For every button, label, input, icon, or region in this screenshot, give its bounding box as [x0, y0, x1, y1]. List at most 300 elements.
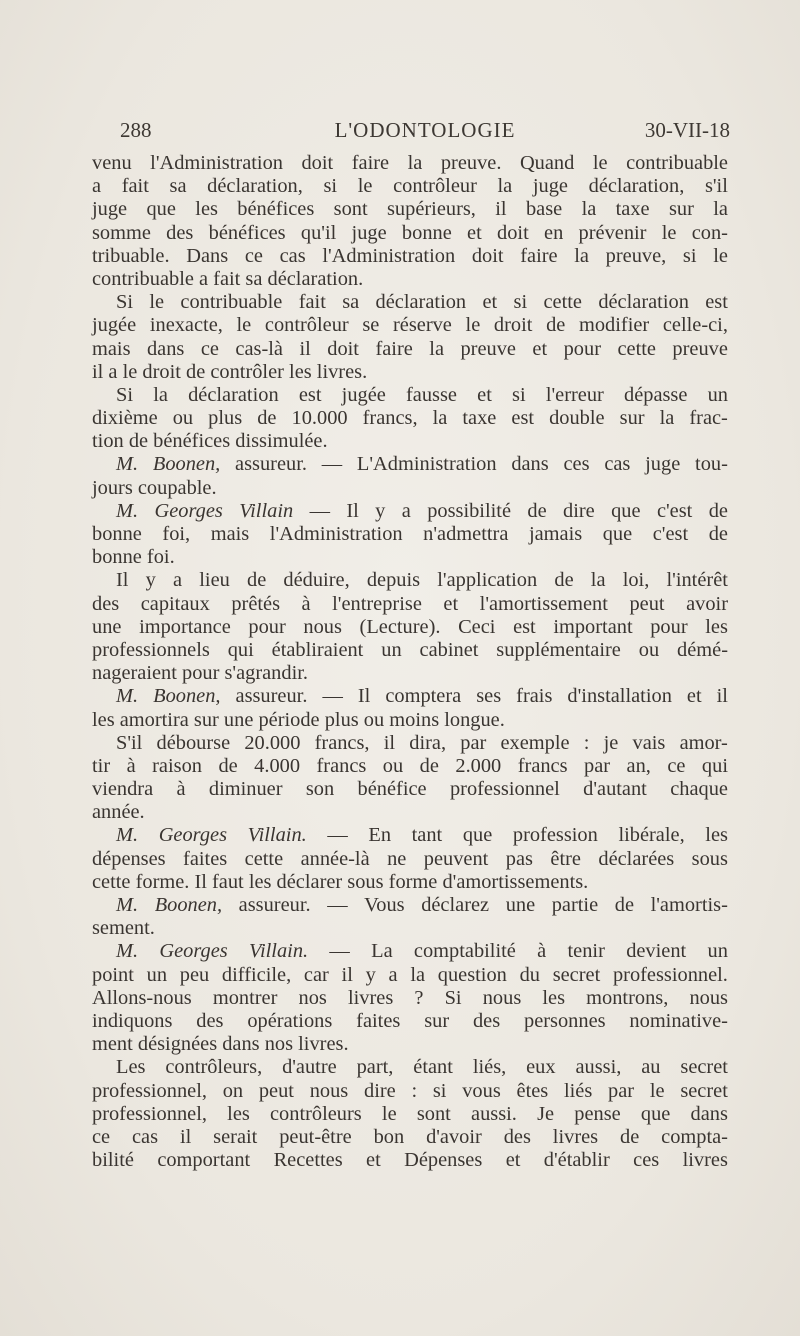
- text-line: [92, 917, 728, 940]
- text-word: frais: [516, 685, 553, 708]
- text-word: qui: [227, 638, 254, 661]
- text-word: démé-: [677, 638, 728, 661]
- text-word: contrôleur: [393, 175, 477, 198]
- text-word: de: [419, 754, 439, 777]
- text-line: [92, 871, 728, 894]
- text-word: modifier: [578, 314, 650, 337]
- text-word: que: [611, 499, 641, 522]
- text-word: est: [511, 407, 535, 430]
- speaker-name: M.: [116, 894, 139, 916]
- text-word: ce: [667, 754, 686, 777]
- text-word: an,: [626, 754, 651, 777]
- text-word: à: [537, 940, 547, 963]
- speaker-name: M.: [116, 499, 139, 522]
- text-line: [92, 198, 728, 221]
- text-word: de: [247, 569, 267, 592]
- text-word: bon: [373, 1125, 405, 1148]
- text-word: l'entreprise: [332, 592, 422, 615]
- text-word: professionnels: [92, 638, 210, 661]
- text-word: déduire,: [283, 569, 350, 592]
- text-word: francs: [517, 754, 568, 777]
- text-word: des: [196, 1009, 224, 1032]
- text-word: sa: [169, 175, 187, 198]
- text-word: chaque: [670, 778, 728, 801]
- text-word: assureur.: [235, 685, 308, 708]
- text-word: un: [707, 940, 728, 963]
- text-word: de: [708, 499, 728, 522]
- text-word: il: [299, 337, 311, 360]
- text-word: ou: [638, 638, 660, 661]
- text-word: de: [614, 894, 634, 916]
- text-word: la: [659, 407, 675, 430]
- text-line: [92, 546, 728, 569]
- text-word: la: [497, 175, 513, 198]
- text-word: Il: [346, 499, 359, 522]
- text-word: de: [708, 523, 728, 545]
- text-word: la: [590, 569, 606, 592]
- text-word: d'autre: [282, 1056, 337, 1079]
- text-word: l'intérêt: [666, 569, 728, 592]
- text-word: l'erreur: [545, 383, 604, 406]
- text-line: [92, 152, 728, 175]
- text-line: [92, 1126, 728, 1149]
- text-word: est: [513, 615, 536, 638]
- text-word: inexacte,: [149, 314, 223, 337]
- text-word: peut: [629, 592, 665, 615]
- text-word: sur: [424, 1009, 450, 1032]
- text-word: réserve: [393, 314, 452, 337]
- text-word: nos: [298, 986, 327, 1009]
- text-word: le: [649, 1079, 665, 1102]
- text-word: des: [92, 592, 120, 615]
- text-word: peut: [258, 1079, 294, 1102]
- text-word: d'établir: [543, 1149, 610, 1172]
- text-word: S'il: [116, 731, 143, 754]
- text-word: —: [309, 499, 330, 522]
- text-word: Je: [537, 1102, 555, 1125]
- text-word: doit: [327, 337, 359, 360]
- text-word: déclarez: [421, 894, 490, 916]
- text-word: avoir: [686, 592, 728, 615]
- text-word: :: [583, 731, 590, 754]
- text-word: ?: [414, 986, 424, 1009]
- text-word: ce: [92, 1125, 111, 1148]
- text-line: [92, 430, 728, 453]
- text-word: la: [713, 198, 728, 221]
- text-line: [92, 1033, 728, 1056]
- speaker-name: M.: [116, 824, 139, 847]
- text-word: que: [462, 824, 493, 847]
- text-line: [92, 987, 728, 1010]
- text-word: établiraient: [271, 638, 364, 661]
- text-line: [92, 314, 728, 337]
- text-word: tou-: [695, 453, 728, 476]
- text-word: professionnel,: [92, 1079, 207, 1102]
- text-word: comptera: [385, 685, 462, 708]
- text-word: compta-: [661, 1125, 728, 1148]
- text-word: bilité: [92, 1149, 134, 1172]
- text-line: [92, 755, 728, 778]
- text-word: n'admettra: [423, 523, 509, 545]
- text-word: pense: [574, 1102, 621, 1125]
- text-word: la: [432, 407, 448, 430]
- text-word: Il: [357, 685, 371, 708]
- text-word: montrer: [212, 986, 278, 1009]
- speaker-name: M.: [116, 940, 139, 963]
- text-word: tion de bénéfices dissimulée.: [92, 430, 328, 453]
- text-word: que: [640, 1102, 671, 1125]
- text-word: débourse: [156, 731, 231, 754]
- text-word: déclaration: [375, 291, 467, 314]
- text-word: liés: [563, 1079, 593, 1102]
- text-word: point: [92, 963, 134, 986]
- text-word: le: [236, 314, 252, 337]
- text-word: preuve.: [440, 152, 502, 174]
- text-word: cette forme. Il faut les déclarer sous forme d'amortissements.: [92, 870, 589, 893]
- text-word: secret: [680, 1056, 728, 1079]
- text-word: l'Administration: [150, 152, 283, 174]
- text-word: contribuable a fait sa déclaration.: [92, 267, 364, 290]
- text-word: son: [305, 778, 335, 801]
- text-word: dixième: [92, 407, 158, 430]
- text-word: somme: [92, 221, 151, 244]
- journal-title: L'ODONTOLOGIE: [334, 118, 516, 142]
- text-word: étant: [413, 1056, 453, 1079]
- text-word: Si: [116, 383, 134, 406]
- text-word: dans: [690, 1102, 728, 1125]
- text-line: [92, 477, 728, 500]
- speaker-name: Villain: [239, 499, 294, 522]
- text-word: assureur.: [235, 453, 307, 476]
- text-word: par: [460, 731, 487, 754]
- text-word: les: [705, 615, 728, 638]
- text-word: et: [532, 337, 548, 360]
- text-word: ou: [382, 754, 404, 777]
- text-word: celle-ci,: [662, 314, 728, 337]
- text-word: de: [546, 314, 566, 337]
- text-word: il a le droit de contrôler les livres.: [92, 360, 368, 383]
- text-word: jamais: [528, 523, 583, 545]
- text-word: a: [92, 175, 102, 198]
- text-word: le: [661, 221, 677, 244]
- text-word: il: [716, 685, 728, 708]
- text-word: cas-là: [235, 337, 283, 360]
- text-word: les: [195, 198, 218, 221]
- text-word: le: [713, 244, 728, 267]
- text-word: prêtés: [231, 592, 281, 615]
- text-word: 20.000: [244, 731, 301, 754]
- text-line: [92, 338, 728, 361]
- text-word: ces: [633, 1149, 660, 1172]
- issue-date: 30-VII-18: [644, 118, 730, 142]
- text-word: ou: [172, 407, 194, 430]
- text-line: [92, 824, 728, 847]
- text-word: bénéfices: [208, 221, 286, 244]
- text-word: d'autant: [583, 778, 647, 801]
- text-word: l'application: [437, 569, 538, 592]
- text-word: vais: [632, 731, 666, 754]
- text-word: livres: [682, 1149, 728, 1172]
- text-word: la: [581, 198, 597, 221]
- text-word: dans: [146, 337, 185, 360]
- text-word: Si: [116, 291, 134, 314]
- text-word: ne: [387, 847, 407, 870]
- text-word: Les: [116, 1056, 146, 1079]
- text-word: la: [407, 152, 423, 174]
- text-word: la: [153, 383, 168, 406]
- text-word: l'amortissement: [479, 592, 608, 615]
- text-word: sement.: [92, 917, 155, 940]
- text-word: nous: [482, 986, 522, 1009]
- text-word: faire: [351, 152, 390, 174]
- text-word: jugée: [92, 314, 137, 337]
- text-word: :: [411, 1079, 418, 1102]
- text-word: liés,: [472, 1056, 507, 1079]
- text-word: est: [705, 291, 728, 314]
- body-text: [92, 152, 728, 1172]
- text-word: difficile,: [221, 963, 292, 986]
- speaker-name: M.: [116, 453, 139, 476]
- text-word: depuis: [366, 569, 421, 592]
- text-word: doit: [301, 152, 334, 174]
- text-word: professionnel,: [92, 1102, 207, 1125]
- text-word: il: [179, 1125, 192, 1148]
- speaker-name: Georges: [158, 824, 228, 847]
- text-word: nous: [303, 615, 342, 638]
- speaker-name: Boonen,: [154, 894, 223, 916]
- text-line: [92, 453, 728, 476]
- text-word: a: [388, 963, 398, 986]
- text-word: juge: [645, 453, 681, 476]
- text-word: comportant: [157, 1149, 251, 1172]
- text-word: du: [519, 963, 540, 986]
- text-word: personnes: [524, 1009, 606, 1032]
- text-word: est: [298, 383, 322, 406]
- text-line: [92, 245, 728, 268]
- text-word: devient: [626, 940, 687, 963]
- text-word: partie: [551, 894, 599, 916]
- text-word: si: [512, 383, 526, 406]
- text-word: —: [327, 824, 348, 847]
- text-word: importance: [139, 615, 231, 638]
- text-word: de: [554, 569, 574, 592]
- text-line: [92, 175, 728, 198]
- text-word: juge: [92, 198, 128, 221]
- text-word: mais: [92, 337, 131, 360]
- text-word: déclaration,: [207, 175, 303, 198]
- text-word: —: [329, 940, 350, 963]
- text-word: francs,: [314, 731, 370, 754]
- text-word: exemple: [500, 731, 570, 754]
- text-word: —: [327, 894, 348, 916]
- text-word: part,: [356, 1056, 394, 1079]
- text-word: pas: [505, 847, 533, 870]
- text-word: question: [437, 963, 507, 986]
- text-word: sous: [691, 847, 728, 870]
- text-word: pour: [563, 337, 601, 360]
- text-line: [92, 848, 728, 871]
- text-word: par: [608, 1079, 635, 1102]
- text-word: Si: [444, 986, 462, 1009]
- text-word: con-: [691, 221, 728, 244]
- text-word: pour: [248, 615, 286, 638]
- text-word: Il: [116, 569, 129, 592]
- text-word: y: [145, 569, 156, 592]
- text-word: livres: [552, 1125, 599, 1148]
- text-word: juge: [351, 221, 387, 244]
- text-word: y: [365, 963, 376, 986]
- text-word: contrôleurs: [270, 1102, 362, 1125]
- text-word: sur: [619, 407, 645, 430]
- text-word: 2.000: [455, 754, 502, 777]
- text-line: [92, 1103, 728, 1126]
- text-word: et: [467, 221, 482, 244]
- text-word: année.: [92, 801, 145, 824]
- text-word: être: [550, 847, 581, 870]
- text-word: Recettes: [273, 1149, 343, 1172]
- text-word: à: [176, 778, 186, 801]
- text-word: et: [686, 685, 702, 708]
- text-line: [92, 523, 728, 546]
- text-word: frac-: [689, 407, 728, 430]
- text-word: nous: [309, 1079, 349, 1102]
- speaker-name: Boonen,: [153, 685, 221, 708]
- text-word: secret: [552, 963, 601, 986]
- text-word: cette: [244, 847, 284, 870]
- text-word: preuve: [460, 337, 516, 360]
- text-word: un: [381, 638, 402, 661]
- text-word: peuvent: [423, 847, 489, 870]
- text-word: loi,: [622, 569, 650, 592]
- text-word: viendra: [92, 778, 154, 801]
- text-word: libérale,: [618, 824, 685, 847]
- text-word: des: [472, 1009, 501, 1032]
- text-word: ce: [200, 337, 219, 360]
- text-word: pour: [650, 615, 688, 638]
- text-word: c'est: [656, 499, 693, 522]
- text-word: eux: [526, 1056, 556, 1079]
- text-word: il: [341, 963, 353, 986]
- text-word: bénéfices: [237, 198, 315, 221]
- text-word: dire: [364, 1079, 396, 1102]
- text-word: de: [257, 407, 277, 430]
- text-word: déclaration,: [588, 175, 685, 198]
- text-word: il: [383, 731, 396, 754]
- text-word: amor-: [679, 731, 728, 754]
- text-word: —: [322, 685, 343, 708]
- text-word: le: [465, 314, 481, 337]
- text-word: ces: [563, 453, 590, 476]
- text-word: on: [222, 1079, 244, 1102]
- text-line: [92, 1010, 728, 1033]
- text-line: [92, 291, 728, 314]
- text-word: La: [371, 940, 393, 963]
- text-word: dire: [563, 499, 595, 522]
- text-word: l'Administration: [269, 523, 403, 545]
- speaker-name: Villain.: [249, 940, 309, 963]
- text-word: nageraient pour s'agrandir.: [92, 662, 308, 685]
- text-word: 10.000: [291, 407, 348, 430]
- text-word: année-là: [300, 847, 370, 870]
- text-line: [92, 639, 728, 662]
- text-word: venu: [92, 152, 132, 174]
- text-word: la: [574, 244, 589, 267]
- text-line: [92, 407, 728, 430]
- text-word: preuve: [672, 337, 728, 360]
- text-word: car: [303, 963, 329, 986]
- text-word: se: [362, 314, 380, 337]
- text-word: fausse: [406, 383, 457, 406]
- speaker-name: M.: [116, 685, 139, 708]
- speaker-name: Villain.: [247, 824, 307, 847]
- text-word: êtes: [516, 1079, 549, 1102]
- text-word: Allons-nous: [92, 986, 192, 1009]
- text-word: aussi,: [575, 1056, 622, 1079]
- text-word: les amortira sur une période plus ou moins longue.: [92, 708, 505, 731]
- text-word: Dans: [186, 244, 229, 267]
- text-word: sur: [668, 198, 694, 221]
- text-word: supérieurs,: [387, 198, 476, 221]
- text-word: prévenir: [578, 221, 647, 244]
- text-word: un: [707, 383, 728, 406]
- text-line: [92, 222, 728, 245]
- text-line: [92, 778, 728, 801]
- text-line: [92, 569, 728, 592]
- text-word: cas: [604, 453, 631, 476]
- text-line: [92, 732, 728, 755]
- text-word: bénéfice: [357, 778, 427, 801]
- text-word: que: [146, 198, 176, 221]
- text-word: jours coupable.: [92, 476, 217, 499]
- speaker-name: Georges: [159, 940, 228, 963]
- text-word: diminuer: [208, 778, 283, 801]
- text-word: contrôleur: [264, 314, 349, 337]
- text-word: les: [542, 986, 566, 1009]
- text-word: nous: [689, 986, 728, 1009]
- text-word: mais: [210, 523, 250, 545]
- text-word: des: [503, 1125, 531, 1148]
- text-word: taxe: [615, 198, 650, 221]
- text-word: doit: [471, 244, 504, 267]
- text-word: si: [323, 175, 338, 198]
- text-line: [92, 1080, 728, 1103]
- text-word: que: [602, 523, 633, 545]
- text-word: preuve,: [605, 244, 667, 267]
- text-line: [92, 1056, 728, 1079]
- text-word: professionnel.: [612, 963, 728, 986]
- text-word: déclaration: [188, 383, 279, 406]
- text-word: déclarées: [598, 847, 675, 870]
- text-word: par: [584, 754, 611, 777]
- text-word: francs: [316, 754, 367, 777]
- text-line: [92, 361, 728, 384]
- text-word: bonne: [92, 523, 142, 545]
- text-word: ment désignées dans nos livres.: [92, 1033, 349, 1056]
- text-line: [92, 384, 728, 407]
- text-word: et: [443, 592, 459, 615]
- text-word: cette: [617, 337, 656, 360]
- text-word: l'amortis-: [650, 894, 728, 916]
- text-word: cette: [543, 291, 582, 314]
- text-word: Quand: [519, 152, 575, 174]
- text-word: déclaration: [598, 291, 689, 314]
- text-word: je: [603, 731, 619, 754]
- text-word: juge: [532, 175, 568, 198]
- text-line: [92, 801, 728, 824]
- text-word: profession: [512, 824, 598, 847]
- text-line: [92, 894, 728, 917]
- text-word: si: [513, 291, 528, 314]
